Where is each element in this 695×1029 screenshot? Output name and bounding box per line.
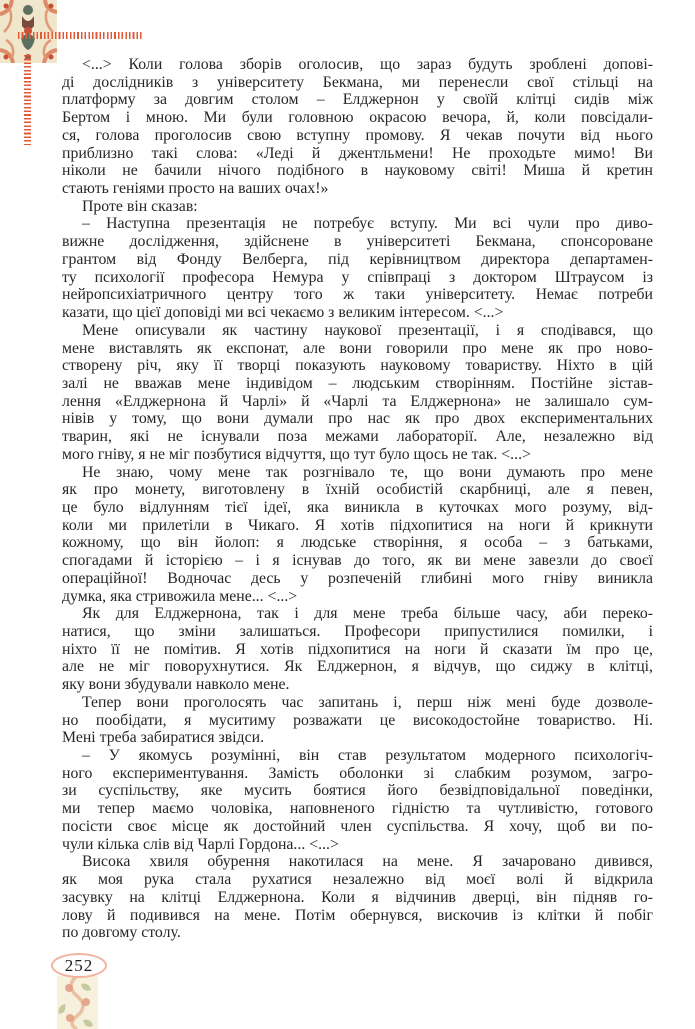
text-line: лення «Елджернона й Чарлі» й «Чарлі та Елджернона» не залишало сум-: [62, 392, 653, 410]
text-line: Висока хвиля обурення накотилася на мене. Я зачаровано дивився,: [82, 853, 653, 871]
paragraph: [62, 605, 653, 694]
text-line: Мені треба забиратися звідси.: [62, 729, 265, 747]
text-line: ми тепер маємо чоловіка, наповненого гідністю та чутливістю, готового: [62, 800, 653, 818]
text-line: кожному, що він йолоп: я людське створіння, я особа – з батьками,: [62, 534, 653, 552]
vertical-dash-ribbon: [24, 55, 31, 145]
text-line: нейропсихіатричного центру того ж таки університету. Немає потреби: [62, 286, 653, 304]
text-line: но пообідати, я муситиму розважати це високодостойне товариство. Ні.: [62, 711, 653, 729]
text-line: це було відлунням тієї ідеї, яка виникла в куточках мого розуму, від-: [62, 498, 653, 516]
text-line: ніхто її не помітив. Я хотів підхопитися на ноги й сказати їм про це,: [62, 640, 653, 658]
text-line: Бертом і мною. Ми були головною окрасою вечора, й, коли повсідали-: [62, 109, 653, 127]
text-line: натися, що зміни залишаться. Професори припустилися помилки, і: [62, 623, 653, 640]
text-line: стають геніями просто на ваших очах!»: [62, 180, 329, 198]
text-line: але не міг поворухнутися. Як Елджернон, я відчув, що сиджу в клітці,: [62, 658, 653, 676]
text-line: приблизно такі слова: «Леді й джентльмени! Не проходьте мимо! Ви: [62, 144, 653, 162]
horizontal-dash-ribbon: [18, 32, 142, 39]
paragraph: [62, 56, 653, 198]
text-line: як моя рука стала рухатися незалежно від моєї волі й відкрила: [62, 871, 653, 889]
text-line: казати, що цієї доповіді ми всі чекаємо з великим інтересом. <...>: [62, 304, 504, 322]
text-line: думка, яка стривожила мене... <...>: [62, 587, 298, 605]
text-line: грантом від Фонду Велберга, під керівництвом директора департамен-: [62, 250, 653, 268]
page-number: 252: [64, 955, 94, 975]
paragraph: [62, 853, 653, 942]
text-line: посісти своє місце як достойний член суспільства. Я хочу, щоб ви по-: [62, 817, 653, 835]
text-line: Не знаю, чому мене так розгнівало те, що вони думають про мене: [82, 463, 653, 481]
text-line: ніколи не бачили нічого подібного в науковому світі! Миша й кретин: [62, 162, 653, 180]
text-line: по довгому столу.: [62, 924, 181, 942]
text-line: ся, голова проголосив свою вступну промову. Я чекав почути від нього: [62, 126, 653, 144]
text-line: ту психології професора Немура у співпраці з доктором Штраусом із: [62, 268, 653, 286]
text-line: ного експериментування. Замість оболонки зі слабким розумом, загро-: [62, 764, 653, 782]
paragraph: [62, 747, 653, 853]
text-line: вижне дослідження, здійснене в університеті Бекмана, спонсороване: [62, 233, 653, 251]
text-line: – Наступна презентація не потребує вступу. Ми всі чули про диво-: [82, 215, 653, 233]
text-line: спогадами й історією – і я існував до того, як ви мене завезли до своєї: [62, 552, 653, 570]
paragraph: [62, 198, 653, 216]
text-line: ді дослідників з університету Бекмана, ми перенесли свої стільці на: [62, 73, 653, 91]
text-line: Тепер вони проголосять час запитань і, перш ніж мені буде дозволе-: [82, 693, 653, 711]
text-line: засувку на клітці Елджернона. Коли я відчинив дверці, він підняв го-: [62, 888, 653, 906]
text-block: [62, 56, 653, 942]
text-line: Мене описували як частину наукової презентації, і я сподівався, що: [82, 321, 653, 339]
page-number-badge: [51, 953, 107, 978]
text-line: лову й подивився на мене. Потім обернувся, вискочив із клітки й побіг: [62, 906, 653, 924]
paragraph: [62, 215, 653, 321]
text-line: <...> Коли голова зборів оголосив, що зараз будуть зроблені допові-: [82, 56, 653, 73]
text-line: платформу за довгим столом – Елджернон у своїй клітці сидів між: [62, 91, 653, 109]
text-line: мого гніву, я не міг позбутися відчуття, що тут було щось не так. <...>: [62, 445, 531, 463]
text-line: створену річ, яку її творці показують науковому товариству. Ніхто в цій: [62, 357, 653, 375]
paragraph: [62, 322, 653, 464]
text-line: тварин, які не існували поза межами лабораторії. Але, незалежно від: [62, 428, 653, 446]
text-line: Проте він сказав:: [82, 197, 198, 215]
text-line: – У якомусь розумінні, він став результатом модерного психологіч-: [82, 747, 653, 765]
text-line: Як для Елджернона, так і для мене треба більше часу, аби переко-: [82, 605, 653, 623]
paragraph: [62, 694, 653, 747]
text-line: зи суспільству, яке мусить боятися його безвідповідальної поведінки,: [62, 782, 653, 800]
floral-column-ornament-icon: [57, 976, 98, 1029]
text-line: чули кілька слів від Чарлі Гордона... <...>: [62, 835, 339, 853]
text-line: як про монету, виготовлену в їхній особистій скарбниці, але я певен,: [62, 481, 653, 499]
text-line: нівів у тому, що вони думали про нас як про двох експериментальних: [62, 410, 653, 428]
text-line: операційної! Водночас десь у розпеченій глибині мого гніву виникла: [62, 569, 653, 587]
text-line: мене виставлять як експонат, але вони говорили про мене як про ново-: [62, 339, 653, 357]
text-line: коли ми прилетіли в Чикаго. Я хотів підхопитися на ноги й крикнути: [62, 516, 653, 534]
paragraph: [62, 464, 653, 606]
text-line: залі не вважав мене індивідом – людським створінням. Постійне зістав-: [62, 374, 653, 392]
text-line: яку вони збудували навколо мене.: [62, 676, 290, 694]
